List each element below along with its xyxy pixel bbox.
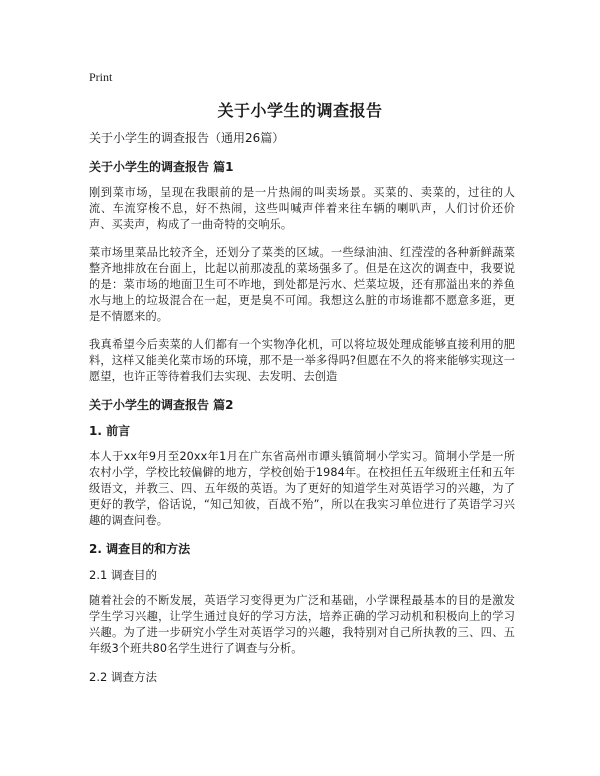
- paragraph: 刚到菜市场，呈现在我眼前的是一片热闹的叫卖场景。买菜的、卖菜的，过往的人流、车流穿梭不息，好不热闹，这些叫喊声伴着来往车辆的喇叭声，人们讨价还价声、买卖声，构成了一曲奇特的交响乐。: [89, 186, 515, 231]
- subheading-preface: 1. 前言: [89, 424, 131, 438]
- document-subtitle: 关于小学生的调查报告（通用26篇）: [89, 131, 285, 145]
- paragraph: 本人于xx年9月至20xx年1月在广东省高州市谭头镇简垌小学实习。简垌小学是一所农村小学，学校比较偏僻的地方，学校创始于1984年。在校担任五年级班主任和五年级语文，并教三、四、五年级的英语。为了更好的知道学生对英语学习的兴趣，为了更好的教学，俗话说，“知己知彼，百战不殆”，所以在我实习单位进行了英语学习兴趣的调查问卷。: [89, 450, 515, 527]
- subheading-purpose-method: 2. 调查目的和方法: [89, 542, 191, 556]
- subheading-method: 2.2 调查方法: [89, 670, 157, 684]
- subheading-purpose: 2.1 调查目的: [89, 568, 157, 582]
- section-heading-2: 关于小学生的调查报告 篇2: [89, 398, 234, 412]
- document-body: [89, 130, 515, 695]
- paragraph: 我真希望今后卖菜的人们都有一个实物净化机，可以将垃圾处理成能够直接利用的肥料，这样又能美化菜市场的环境，那不是一举多得吗?但愿在不久的将来能够实现这一愿望，也许正等待着我们去实现、去发明、去创造: [89, 338, 515, 383]
- section-heading-1: 关于小学生的调查报告 篇1: [89, 160, 234, 174]
- print-link[interactable]: Print: [89, 70, 113, 84]
- paragraph: 随着社会的不断发展，英语学习变得更为广泛和基础，小学课程最基本的目的是激发学生学习兴趣，让学生通过良好的学习方法，培养正确的学习动机和积极向上的学习兴趣。为了进一步研究小学生对英语学习的兴趣，我特别对自己所执教的三、四、五年级3个班共80名学生进行了调查与分析。: [89, 594, 515, 655]
- page-title: 关于小学生的调查报告: [217, 101, 383, 120]
- paragraph: 菜市场里菜品比较齐全，还划分了菜类的区域。一些绿油油、红滢滢的各种新鲜蔬菜整齐地排放在台面上，比起以前那凌乱的菜场强多了。但是在这次的调查中，我要说的是：菜市场的地面卫生可不咋地，到处都是污水、烂菜垃圾，还有那溢出来的养鱼水与地上的垃圾混合在一起，更是臭不可闻。我想这么脏的市场谁都不愿意多逛，更是不情愿来的。: [89, 246, 515, 323]
